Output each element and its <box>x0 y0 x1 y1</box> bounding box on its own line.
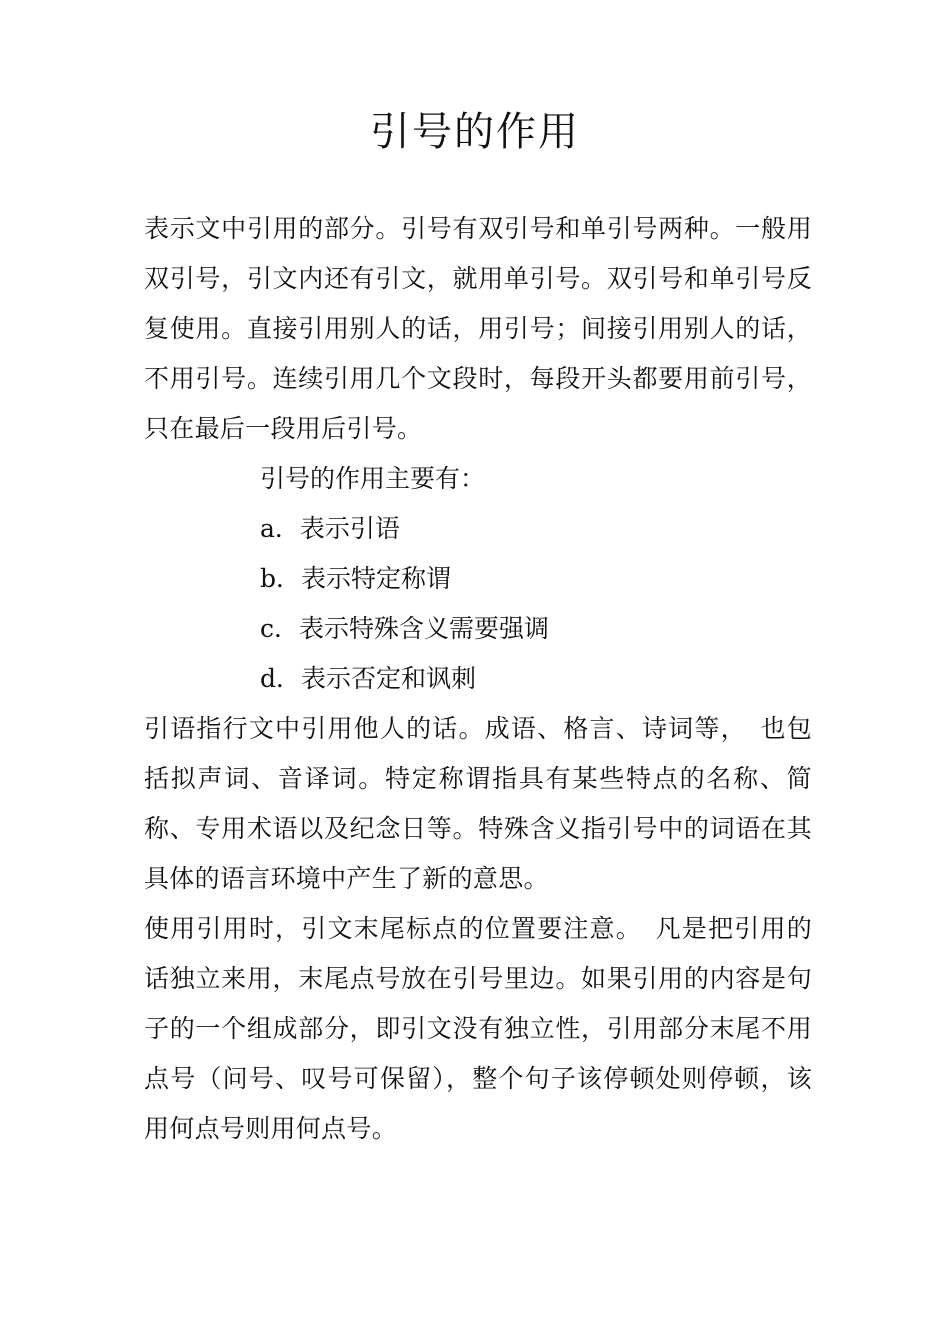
list-item-text: 表示引语 <box>299 514 400 543</box>
list-item-marker: c． <box>260 614 300 643</box>
list-item-text: 表示特殊含义需要强调 <box>299 614 550 643</box>
paragraph-intro: 表示文中引用的部分。引号有双引号和单引号两种。一般用双引号，引文内还有引文，就用单引号。双引号和单引号反复使用。直接引用别人的话，用引号；间接引用别人的话，不用引号。连续引用几个文段时，每段开头都要用前引号，只在最后一段用后引号。 <box>144 214 812 443</box>
list-heading: 引号的作用主要有： <box>260 464 486 493</box>
page-title: 引号的作用 <box>370 109 580 155</box>
paragraph-punctuation: 使用引用时，引文末尾标点的位置要注意。 凡是把引用的话独立来用，末尾点号放在引号里边。如果引用的内容是句子的一个组成部分，即引文没有独立性，引用部分末尾不用点号（问号、叹号可保留），整个句子该停顿处则停顿，该用何点号则用何点号。 <box>144 914 812 1143</box>
list-item-marker: b． <box>260 564 302 593</box>
document-body <box>144 204 812 1154</box>
list-item <box>144 504 812 554</box>
list-item <box>144 654 812 704</box>
list-item <box>144 554 812 604</box>
list-item-marker: d． <box>260 664 302 693</box>
list-item-text: 表示特定称谓 <box>301 564 452 593</box>
list-item <box>144 604 812 654</box>
paragraph-definitions: 引语指行文中引用他人的话。成语、格言、诗词等， 也包括拟声词、音译词。特定称谓指具有某些特点的名称、简称、专用术语以及纪念日等。特殊含义指引号中的词语在其具体的语言环境中产生了新的意思。 <box>144 714 812 893</box>
list-item-marker: a． <box>260 514 300 543</box>
list-item-text: 表示否定和讽刺 <box>301 664 477 693</box>
